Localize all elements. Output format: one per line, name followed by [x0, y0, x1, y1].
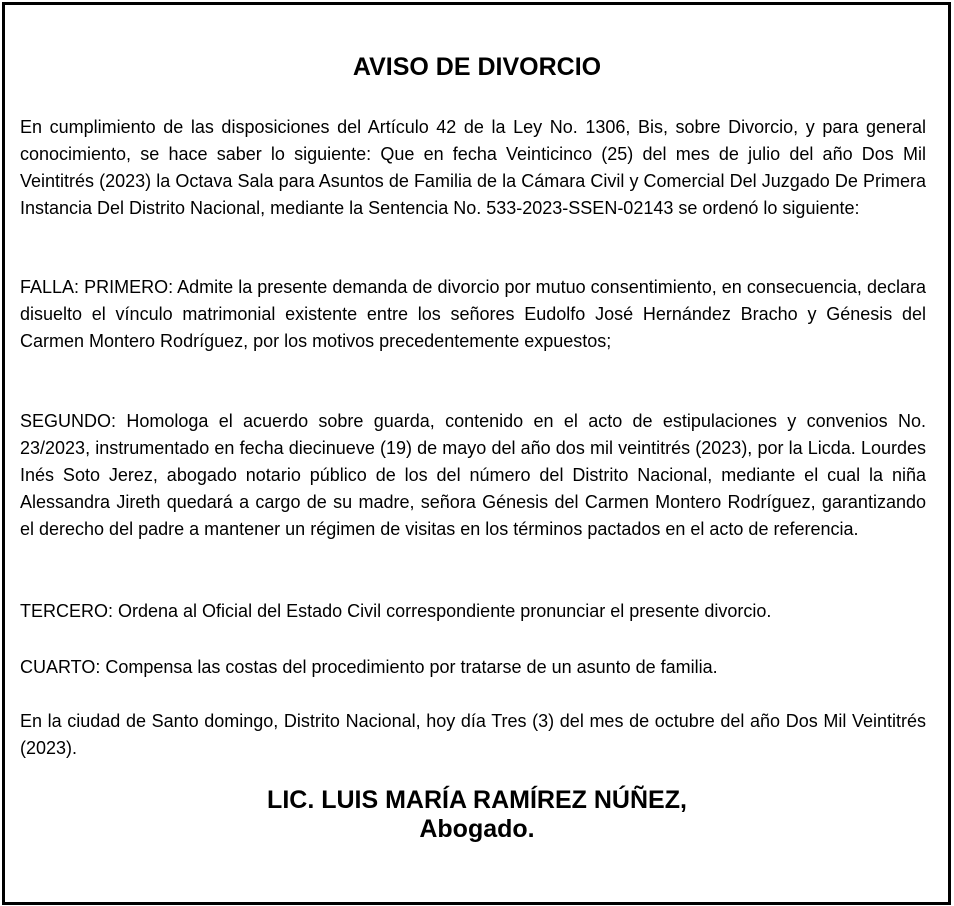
cuarto-paragraph: CUARTO: Compensa las costas del procedimiento por tratarse de un asunto de familia.: [20, 657, 718, 677]
segundo-paragraph: SEGUNDO: Homologa el acuerdo sobre guarda, contenido en el acto de estipulaciones y convenios No. 23/2023, instrumentado en fecha diecinueve (19) de mayo del año dos mil veintitrés (2023), por la Licda. Lourdes Inés Soto Jerez, abogado notario público de los del número del Distrito Nacional, mediante el cual la niña Alessandra Jireth quedará a cargo de su madre, señora Génesis del Carmen Montero Rodríguez, garantizando el derecho del padre a mantener un régimen de visitas en los términos pactados en el acto de referencia.: [20, 411, 926, 539]
closing-paragraph: En la ciudad de Santo domingo, Distrito Nacional, hoy día Tres (3) del mes de octubre del año Dos Mil Veintitrés (2023).: [20, 711, 926, 758]
notice-title: AVISO DE DIVORCIO: [352, 53, 602, 81]
intro-paragraph: En cumplimiento de las disposiciones del Artículo 42 de la Ley No. 1306, Bis, sobre Divorcio, y para general conocimiento, se hace saber lo siguiente: Que en fecha Veinticinco (25) del mes de julio del año Dos Mil Veintitrés (2023) la Octava Sala para Asuntos de Familia de la Cámara Civil y Comercial Del Juzgado De Primera Instancia Del Distrito Nacional, mediante la Sentencia No. 533-2023-SSEN-02143 se ordenó lo siguiente:: [20, 117, 926, 218]
tercero-paragraph: TERCERO: Ordena al Oficial del Estado Civil correspondiente pronunciar el presente divorcio.: [20, 601, 772, 621]
signature-role: Abogado.: [419, 815, 535, 843]
signature-block: [0, 786, 954, 844]
primero-paragraph: FALLA: PRIMERO: Admite la presente demanda de divorcio por mutuo consentimiento, en consecuencia, declara disuelto el vínculo matrimonial existente entre los señores Eudolfo José Hernández Bracho y Génesis del Carmen Montero Rodríguez, por los motivos precedentemente expuestos;: [20, 277, 926, 351]
signature-name: LIC. LUIS MARÍA RAMÍREZ NÚÑEZ,: [267, 786, 687, 814]
